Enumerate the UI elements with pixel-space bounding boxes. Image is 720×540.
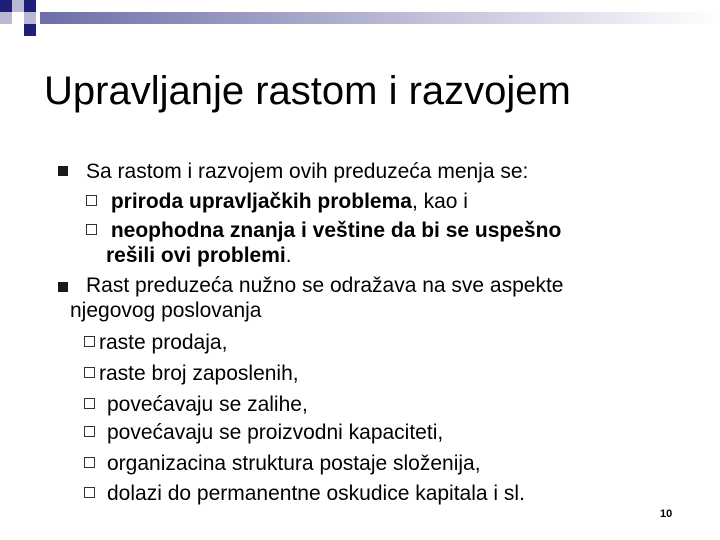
sub-bullet-2-line1: neophodna znanja i veštine da bi se uspešno (110, 219, 562, 242)
sub-bullet-2 (86, 218, 561, 243)
list-item-text: organizacina struktura postaje složenija, (107, 452, 481, 475)
bullet-2-line2: njegovog poslovanja (70, 299, 262, 322)
list-item (84, 361, 299, 386)
checkbox-icon (84, 426, 95, 437)
sub-bullet-2-line2-rest: . (285, 244, 292, 267)
bullet-1-text: Sa rastom i razvojem ovih preduzeća menja se: (86, 160, 529, 183)
bullet-square-icon (58, 166, 68, 179)
checkbox-icon (86, 224, 97, 235)
bullet-square-icon (58, 282, 68, 295)
list-item-text: raste broj zaposlenih, (99, 362, 299, 385)
checkbox-icon (86, 195, 97, 206)
checkbox-icon (84, 336, 95, 347)
page-number: 10 (660, 508, 673, 520)
sub-bullet-2-line2-bold: rešili ovi problemi (106, 244, 286, 267)
sub-bullet-2-cont (106, 243, 292, 268)
checkbox-icon (84, 457, 95, 468)
list-item-text: dolazi do permanentne oskudice kapitala i sl. (107, 482, 525, 505)
list-item (84, 330, 227, 355)
sub-bullet-1-rest: , kao i (411, 190, 468, 213)
bullet-2-line1: Rast preduzeća nužno se odražava na sve aspekte (86, 274, 564, 297)
list-item (84, 420, 443, 445)
sub-bullet-1 (86, 189, 468, 214)
list-item (84, 481, 525, 506)
sub-bullet-1-bold: priroda upravljačkih problema (110, 190, 412, 213)
checkbox-icon (84, 487, 95, 498)
list-item-text: povećavaju se zalihe, (107, 393, 308, 416)
slide-title: Upravljanje rastom i razvojem (44, 69, 571, 113)
list-item-text: povećavaju se proizvodni kapaciteti, (107, 421, 444, 444)
list-item (84, 392, 308, 417)
list-item-text: raste prodaja, (99, 331, 228, 354)
checkbox-icon (84, 398, 95, 409)
list-item (84, 451, 481, 476)
checkbox-icon (84, 367, 95, 378)
